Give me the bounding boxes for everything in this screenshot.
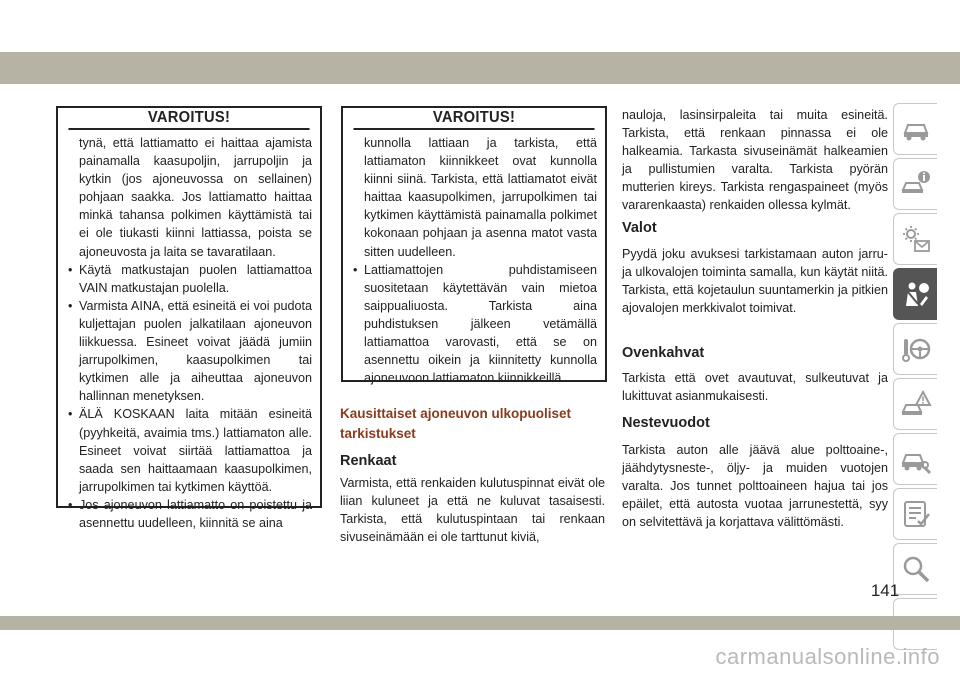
- tab-car-info[interactable]: [893, 158, 937, 210]
- car-icon: [900, 113, 932, 145]
- page-number: 141: [870, 581, 900, 600]
- warning-bullet: • Jos ajoneuvon lattiamatto on poistettu ja asennettu uudelleen, kiinnitä se aina: [68, 496, 312, 532]
- chapter-tabs: [893, 103, 937, 653]
- paragraph-renkaat: Varmista, että renkaiden kulutuspinnat eivät ole liian kuluneet ja että ne kuluvat tasaisesti. Tarkista, että kulutuspintaan tai renkaan sivuseinämään ei ole tarttunut kiviä,: [340, 476, 605, 545]
- car-service-icon: [900, 443, 932, 475]
- seatbelt-person-icon: [900, 278, 932, 310]
- watermark: carmanualsonline.info: [715, 644, 940, 669]
- warning-box-right: [341, 106, 607, 386]
- tab-car-warning[interactable]: [893, 378, 937, 430]
- warning-bullet: • Käytä matkustajan puolen lattiamattoa VAIN matkustajan puolella.: [68, 261, 312, 297]
- warning-text: tynä, että lattiamatto ei haittaa ajamista painamalla kaasupoljin, jarrupoljin ja kytkin (jos ajoneuvossa on sellainen) pohjaan saakka. Jos lattiamatto haittaa minkä tahansa polkimen käyttämistä tai ei ole tiukasti kiinni lattiassa, poista se ajoneuvosta ja laita se tavaratilaan.: [79, 136, 312, 259]
- paragraph-continuation: nauloja, lasinsirpaleita tai muita esineitä. Tarkista, että renkaan pinnassa ei ole halkeamia. Tarkasta sivuseinämät halkeamien ja pullistumien varalta. Tarkista pyörän mutterien kireys. Tarkista rengaspaineet (myös vararenkaasta) renkaiden ollessa kylmät.: [622, 108, 888, 213]
- tab-checklist[interactable]: [893, 488, 937, 540]
- heading-nestevuodot: Nestevuodot: [622, 415, 710, 431]
- section-heading: Kausittaiset ajoneuvon ulkopuoliset tarkistukset: [340, 406, 572, 441]
- sun-envelope-icon: [900, 223, 932, 255]
- warning-bullet: • ÄLÄ KOSKAAN laita mitään esineitä (pyyhkeitä, avaimia tms.) lattiamaton alle. Esineet voivat siirtää lattiamattoa ja saada sen haittaamaan kaasupolkimen, jarrupolkimen tai kytkimen käyttöä.: [68, 405, 312, 495]
- car-warning-icon: [900, 388, 932, 420]
- paragraph-ovenkahvat: Tarkista että ovet avautuvat, sulkeutuvat ja lukittuvat asianmukaisesti.: [622, 371, 888, 404]
- tab-car[interactable]: [893, 103, 937, 155]
- tab-safety[interactable]: [893, 268, 937, 320]
- tab-steering[interactable]: [893, 323, 937, 375]
- paragraph-valot: Pyydä joku avuksesi tarkistamaan auton jarru- ja ulkovalojen toiminta samalla, kun käytät niitä. Tarkista, että kojetaulun suuntamerkin ja pitkien ajovalojen merkkivalot toimivat.: [622, 247, 888, 316]
- paragraph-nestevuodot: Tarkista auton alle jäävä alue polttoaine-, jäähdytysneste-, öljy- ja muiden vuotojen varalta. Jos tunnet polttoaineen hajua tai jos epäilet, että autosta vuotaa jarrunestettä, syy on selvitettävä ja korjattava välittömästi.: [622, 443, 888, 530]
- warning-text: kunnolla lattiaan ja tarkista, että lattiamaton kiinnikkeet ovat kunnolla kiinni siinä. Tarkista, että lattiamatot eivät haittaa kaasupolkimen, jarrupolkimen tai kytkimen käyttämistä painamalla polkimet kokonaan pohjaan ja asenna matot vasta sitten uudelleen.: [364, 136, 597, 259]
- car-info-icon: [900, 168, 932, 200]
- top-band: [0, 52, 960, 84]
- bottom-band: [0, 616, 960, 630]
- heading-ovenkahvat: Ovenkahvat: [622, 345, 705, 361]
- warning-title: VAROITUS!: [353, 108, 594, 130]
- tab-car-service[interactable]: [893, 433, 937, 485]
- heading-renkaat: Renkaat: [340, 453, 397, 469]
- tab-sun-envelope[interactable]: [893, 213, 937, 265]
- warning-title: VAROITUS!: [68, 108, 309, 130]
- checklist-icon: [900, 498, 932, 530]
- warning-bullet: • Varmista AINA, että esineitä ei voi pudota kuljettajan puolen jalkatilaan ajoneuvon liikkuessa. Esineet voivat jäädä jumiin jarrupolkimen, kaasupolkimen tai kytkimen alle ja aiheuttaa ajoneuvon hallinnan menetyksen.: [68, 297, 312, 406]
- heading-valot: Valot: [622, 220, 657, 236]
- warning-bullet: • Lattiamattojen puhdistamiseen suositetaan käytettävän vain mietoa saippualiuosta. Tarkista aina puhdistuksen jälkeen vetämällä lattiamattoa varovasti, että se on asennettu oikein ja kiinnitetty kunnolla ajoneuvoon lattiamaton kiinnikkeillä.: [353, 261, 597, 388]
- warning-box-left: [56, 106, 322, 530]
- steering-wheel-key-icon: [900, 333, 932, 365]
